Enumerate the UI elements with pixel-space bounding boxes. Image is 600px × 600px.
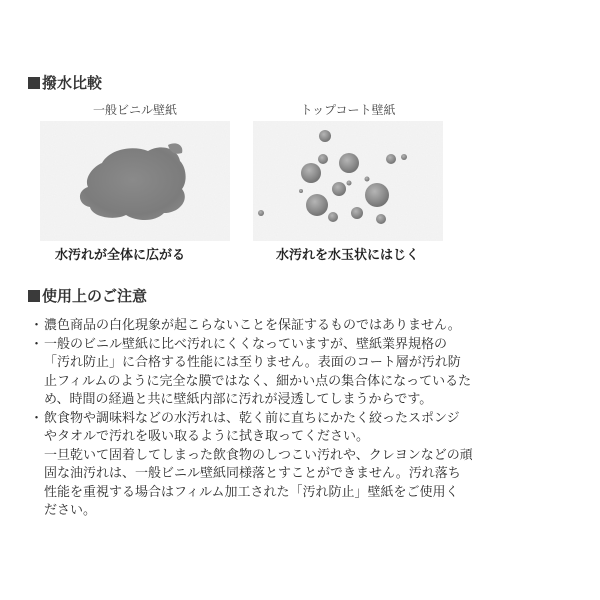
list-item — [30, 317, 560, 336]
bullet: ・ — [30, 336, 44, 352]
topcoat-wallpaper-photo — [253, 121, 443, 241]
note-line: やタオルで汚れを吸い取るように拭き取ってください。 — [44, 429, 370, 444]
comparison-title: 撥水比較 — [42, 74, 103, 92]
list-item — [30, 336, 560, 410]
note-line: 一般のビニル壁紙に比べ汚れにくくなっていますが、壁紙業界規格の — [44, 336, 448, 352]
note-line: 一旦乾いて固着してしまった飲食物のしつこい汚れや、クレヨンなどの頑 — [44, 447, 473, 463]
caution-heading — [28, 285, 147, 306]
square-bullet-icon — [28, 77, 40, 89]
note-line: 飲食物や調味料などの水汚れは、乾く前に直ちにかたく絞ったスポンジ — [44, 410, 460, 426]
note-line: 固な油汚れは、一般ビニル壁紙同様落とすことができません。汚れ落ち — [44, 466, 461, 481]
caution-title: 使用上のご注意 — [42, 287, 148, 305]
panel-caption-topcoat: トップコート壁紙 — [300, 103, 396, 117]
note-line: 濃色商品の白化現象が起こらないことを保証するものではありません。 — [44, 318, 461, 333]
caution-notes — [30, 317, 560, 521]
list-item — [30, 410, 560, 521]
panel-result-topcoat: 水汚れを水玉状にはじく — [276, 248, 420, 263]
note-line: 性能を重視する場合はフィルム加工された「汚れ防止」壁紙をご使用く — [44, 484, 459, 500]
bullet: ・ — [30, 410, 44, 426]
comparison-heading — [28, 72, 102, 93]
note-line: 「汚れ防止」に合格する性能には至りません。表面のコート層が汚れ防 — [44, 355, 461, 370]
panel-result-vinyl: 水汚れが全体に広がる — [55, 248, 186, 263]
square-bullet-icon — [28, 290, 40, 302]
note-line: め、時間の経過と共に壁紙内部に汚れが浸透してしまうからです。 — [44, 392, 433, 407]
note-line: 止フィルムのように完全な膜ではなく、細かい点の集合体になっているた — [44, 373, 472, 389]
panel-caption-vinyl: 一般ビニル壁紙 — [92, 103, 177, 117]
note-line: ださい。 — [44, 503, 97, 518]
bullet: ・ — [30, 318, 44, 333]
vinyl-wallpaper-photo — [40, 121, 230, 241]
